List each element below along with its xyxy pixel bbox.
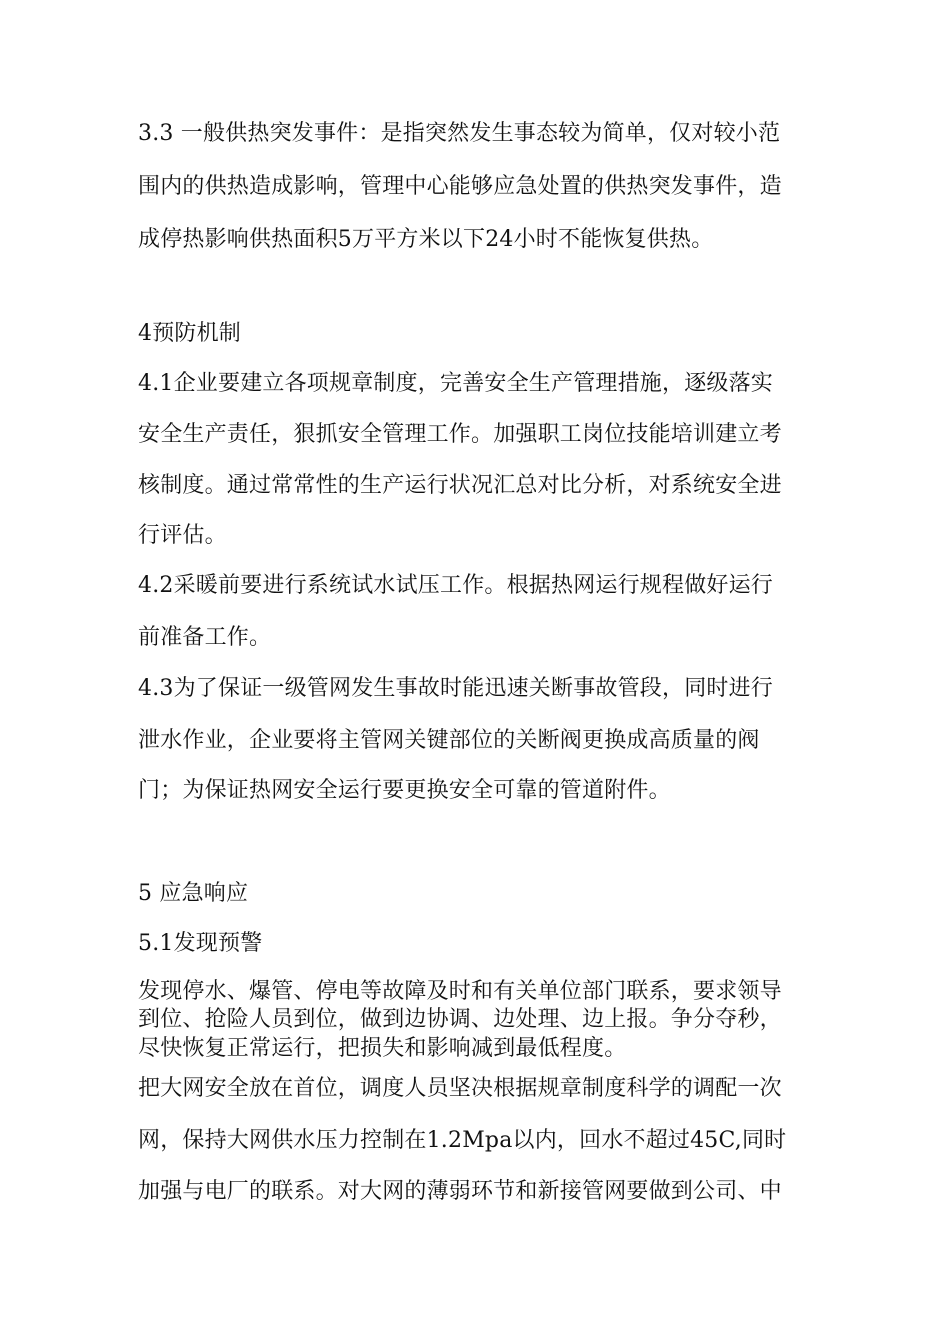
paragraph-4-3-line-1: 4.3为了保证一级管网发生事故时能迅速关断事故管段，同时进行 xyxy=(138,676,773,701)
subsection-5-1-heading: 5.1发现预警 xyxy=(138,931,263,956)
paragraph-3-3-line-3: 成停热影响供热面积5万平方米以下24小时不能恢复供热。 xyxy=(138,227,714,252)
paragraph-4-1-line-2: 安全生产责任，狠抓安全管理工作。加强职工岗位技能培训建立考 xyxy=(138,422,782,447)
paragraph-grid-line-3: 加强与电厂的联系。对大网的薄弱环节和新接管网要做到公司、中 xyxy=(138,1179,782,1204)
paragraph-alert-line-2: 到位、抢险人员到位，做到边协调、边处理、边上报。争分夺秒， xyxy=(138,1007,782,1032)
paragraph-3-3-line-1: 3.3 一般供热突发事件：是指突然发生事态较为简单，仅对较小范 xyxy=(138,121,781,146)
paragraph-4-3-line-3: 门；为保证热网安全运行要更换安全可靠的管道附件。 xyxy=(138,778,671,803)
paragraph-grid-line-1: 把大网安全放在首位，调度人员坚决根据规章制度科学的调配一次 xyxy=(138,1076,782,1101)
paragraph-4-1-line-4: 行评估。 xyxy=(138,523,227,548)
section-4-heading: 4预防机制 xyxy=(138,321,241,346)
paragraph-4-1-line-3: 核制度。通过常常性的生产运行状况汇总对比分析，对系统安全进 xyxy=(138,473,782,498)
paragraph-alert-line-3: 尽快恢复正常运行，把损失和影响减到最低程度。 xyxy=(138,1036,627,1061)
paragraph-3-3-line-2: 围内的供热造成影响，管理中心能够应急处置的供热突发事件，造 xyxy=(138,174,782,199)
paragraph-4-3-line-2: 泄水作业，企业要将主管网关键部位的关断阀更换成高质量的阀 xyxy=(138,728,760,753)
paragraph-grid-line-2: 网，保持大网供水压力控制在1.2Mpa以内，回水不超过45C,同时 xyxy=(138,1128,787,1153)
section-5-heading: 5 应急响应 xyxy=(138,881,249,906)
paragraph-4-2-line-2: 前准备工作。 xyxy=(138,625,272,650)
paragraph-4-2-line-1: 4.2采暖前要进行系统试水试压工作。根据热网运行规程做好运行 xyxy=(138,573,773,598)
paragraph-4-1-line-1: 4.1企业要建立各项规章制度，完善安全生产管理措施，逐级落实 xyxy=(138,371,773,396)
paragraph-alert-line-1: 发现停水、爆管、停电等故障及时和有关单位部门联系，要求领导 xyxy=(138,979,782,1004)
